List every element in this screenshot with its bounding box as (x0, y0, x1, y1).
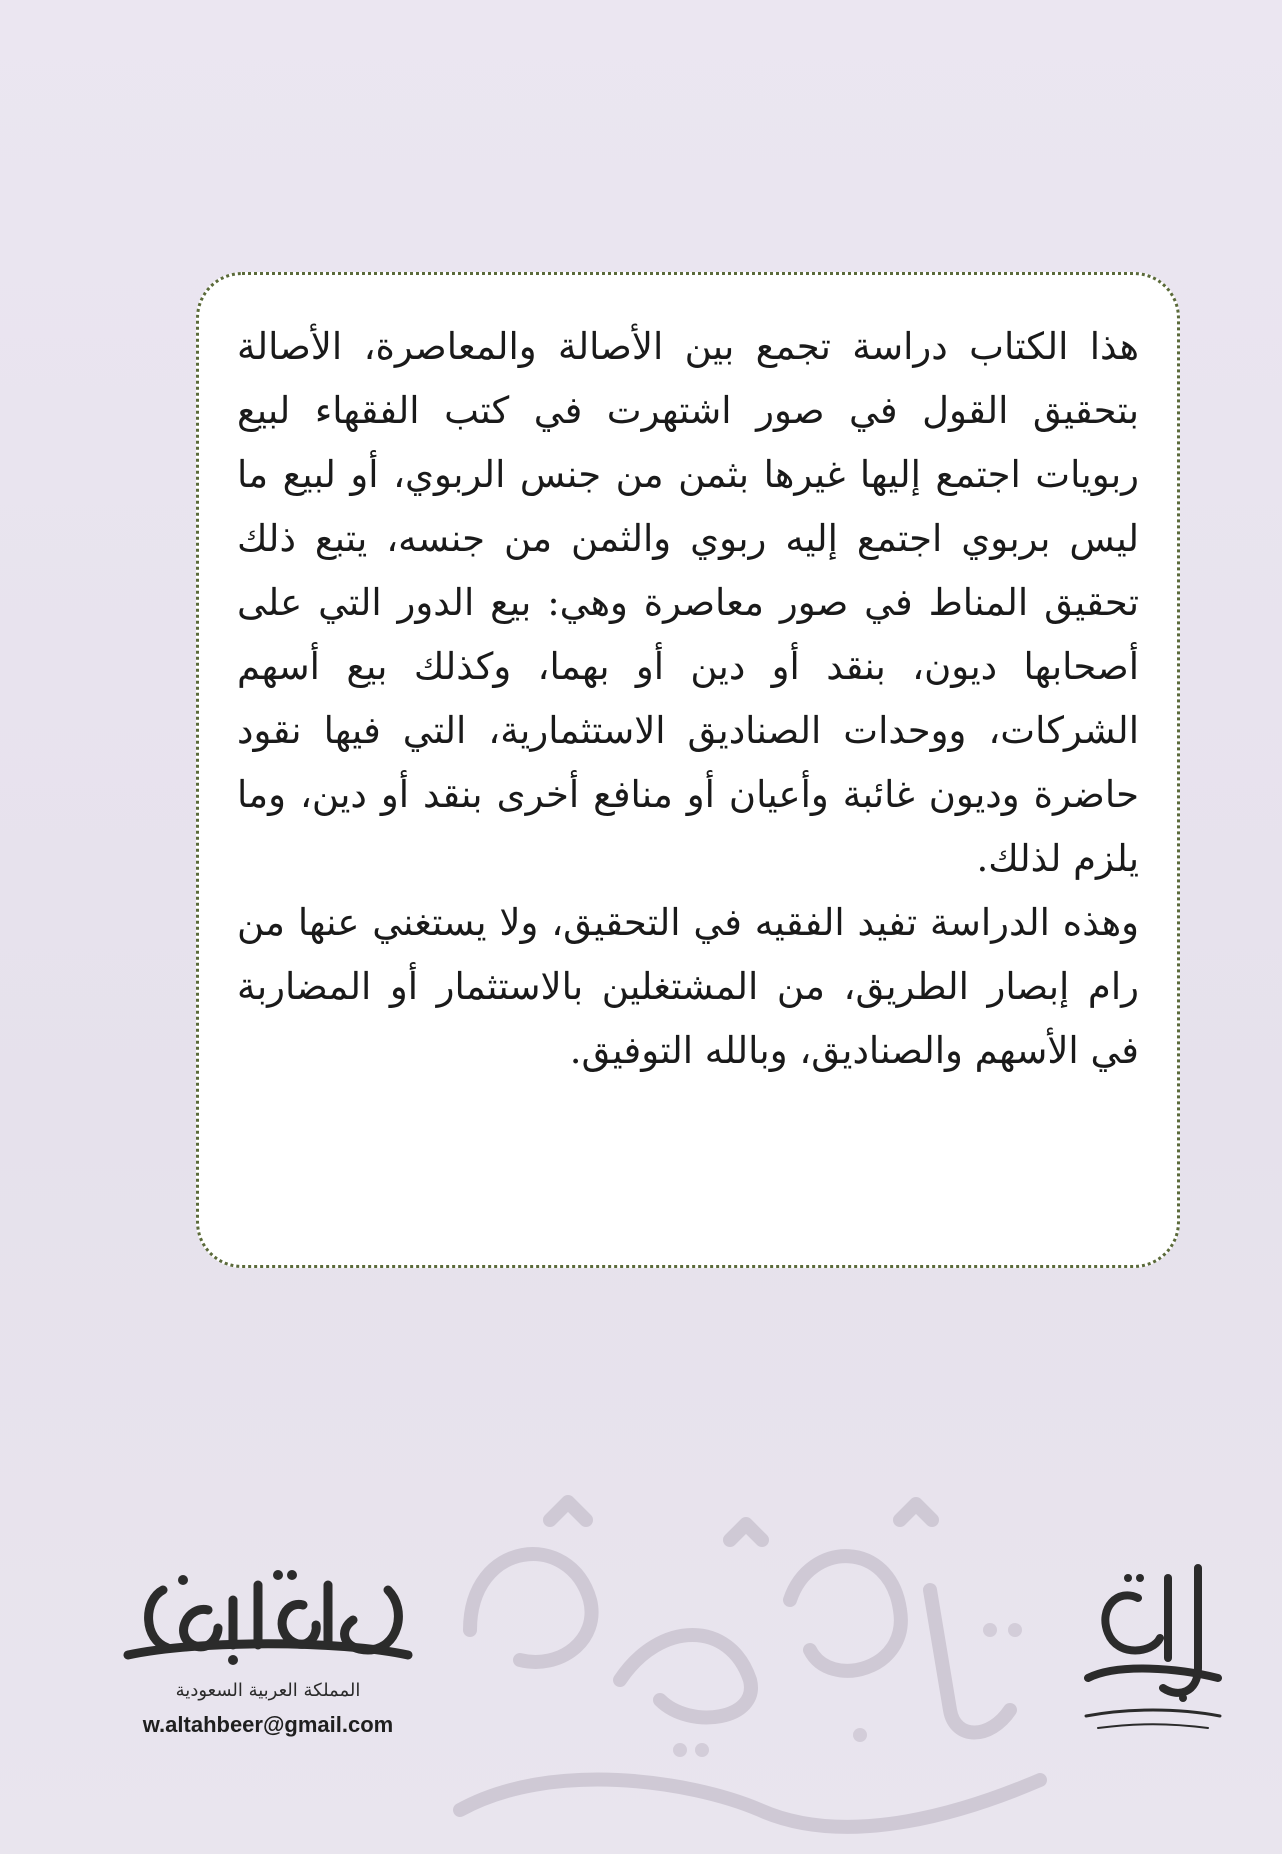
blurb-paragraph-1: هذا الكتاب دراسة تجمع بين الأصالة والمعاصرة، الأصالة بتحقيق القول في صور اشتهرت في كتب الفقهاء لبيع ربويات اجتمع إليها غيرها بثمن من جنس الربوي، أو لبيع ما ليس بربوي اجتمع إليه ربوي والثمن من جنسه، يتبع ذلك تحقيق المناط في صور معاصرة وهي: بيع الدور التي على أصحابها ديون، بنقد أو دين أو بهما، وكذلك بيع أسهم الشركات، ووحدات الصناديق الاستثمارية، التي فيها نقود حاضرة وديون غائبة وأعيان أو منافع أخرى بنقد أو دين، وما يلزم لذلك. (237, 325, 1139, 880)
blurb-paragraph-2: وهذه الدراسة تفيد الفقيه في التحقيق، ولا يستغني عنها من رام إبصار الطريق، من المشتغلين بالاستثمار أو المضاربة في الأسهم والصناديق، وبالله التوفيق. (237, 901, 1139, 1072)
title-watermark (430, 1480, 1070, 1854)
publisher-calligraphy-mark (1068, 1548, 1238, 1738)
endowment-email[interactable]: w.altahbeer@gmail.com (142, 1712, 394, 1737)
publisher-logo (1068, 1548, 1238, 1738)
endowment-calligraphy-mark (118, 1560, 418, 1670)
endowment-country: المملكة العربية السعودية (175, 1680, 361, 1701)
blurb-box (196, 272, 1180, 1268)
endowment-logo (118, 1560, 418, 1760)
title-watermark-calligraphy (430, 1480, 1070, 1854)
